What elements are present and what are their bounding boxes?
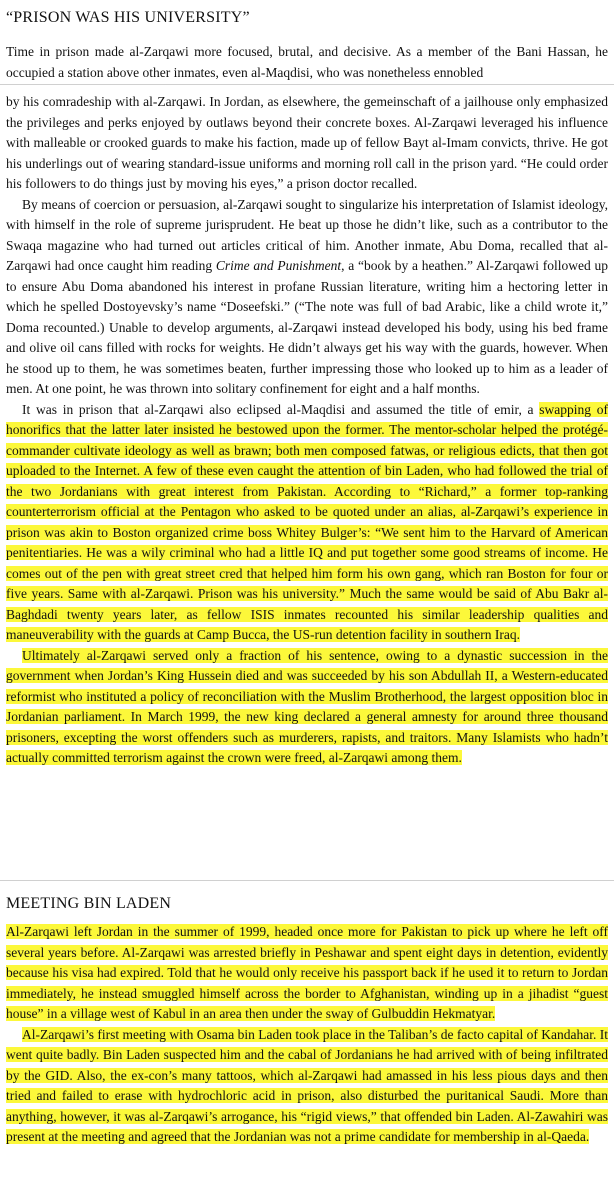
- paragraph-intro-continued: by his comradeship with al-Zarqawi. In Jordan, as elsewhere, the gemeinschaft of a jailhouse only emphasized the privileges and perks enjoyed by outlaws beyond their concrete boxes. Al-Zarqawi leveraged his influence with malleable or crooked guards to make his faction, made up of fellow Bayt al-Imam convicts, thrive. He got his underlings out of wearing standard-issue uniforms and morning roll call in the prison yard. “He could order his followers to do things just by moving his eyes,” a prison doctor recalled.: [6, 94, 608, 191]
- page-fragment-top: [0, 8, 614, 83]
- divider: [0, 880, 614, 881]
- paragraph-emir-text-plain: It was in prison that al-Zarqawi also eclipsed al-Maqdisi and assumed the title of emir, a: [22, 401, 540, 417]
- paragraph-coercion: [0, 195, 614, 400]
- paragraph-coercion-text-a: By means of coercion or persuasion, al-Zarqawi sought to singularize his interpretation of Islamist ideology, with himself in the role of supreme jurisprudent. He beat up those he didn’t like, such as a contributor to the Swaqa magazine who had turned out articles critical of him. Another inmate, Abu Doma, recalled that al-Zarqawi had once caught him reading: [6, 196, 608, 273]
- paragraph-first-meeting: [0, 1025, 614, 1148]
- section-heading-prison: “PRISON WAS HIS UNIVERSITY”: [6, 9, 250, 26]
- page-fragment-body: [0, 92, 614, 769]
- divider: [0, 84, 614, 85]
- paragraph-coercion-text-b: , a “book by a heathen.” Al-Zarqawi followed up to ensure Abu Doma abandoned his interest in profane Russian literature, writing him a hectoring letter in which he spelled Dostoyevsky’s name “Doseefski.” (“The note was full of bad Arabic, like a child wrote it,” Doma recounted.) Unable to develop arguments, al-Zarqawi instead developed his body, using his bed frame and olive oil cans filled with rocks for weights. He didn’t always get his way with the guards, however. When he stood up to them, he was sometimes beaten, further impressing those who looked up to him as a leader of men. At one point, he was thrown into solitary confinement for eight and a half months.: [6, 258, 608, 396]
- book-title-italic: Crime and Punishment: [215, 258, 342, 273]
- section-heading-bin-laden: MEETING BIN LADEN: [6, 895, 172, 912]
- paragraph-left-jordan: [0, 922, 614, 1025]
- highlighted-text-amnesty: Ultimately al-Zarqawi served only a fraction of his sentence, owing to a dynastic succession in the government when Jordan’s King Hussein died and was succeeded by his son Abdullah II, a Western-educated reformist who instituted a policy of reconciliation with the Muslim Brotherhood, the largest opposition bloc in Jordanian parliament. In March 1999, the new king declared a general amnesty for around three thousand prisoners, excepting the worst offenders such as murderers, rapists, and traitors. Many Islamists who hadn’t actually committed terrorism against the crown were freed, al-Zarqawi among them.: [6, 647, 608, 765]
- page-fragment-section2: [0, 894, 614, 1148]
- highlighted-text-left-jordan: Al-Zarqawi left Jordan in the summer of 1999, headed once more for Pakistan to pick up where he left off several years before. Al-Zarqawi was arrested briefly in Peshawar and spent eight days in detention, evidently because his visa had expired. Told that he would only receive his passport back if he used it to return to Jordan immediately, he instead smuggled himself across the border to Afghanistan, winding up in a jihadist “guest house” in a village west of Kabul in an area then under the sway of Gulbuddin Hekmatyar.: [6, 924, 608, 1021]
- paragraph-amnesty: [0, 646, 614, 769]
- highlighted-text-emir: swapping of honorifics that the latter later insisted he bestowed upon the former. The mentor-scholar helped the protégé-commander cultivate ideology as well as brawn; both men composed fatwas, or religious edicts, that then got uploaded to the Internet. A few of these even caught the attention of bin Laden, who had followed the trial of the two Jordanians with great interest from Pakistan. According to “Richard,” a former top-ranking counterterrorism official at the Pentagon who asked to be quoted under an alias, al-Zarqawi’s experience in prison was akin to Boston organized crime boss Whitey Bulger’s: “We sent him to the Harvard of American penitentiaries. He was a wily criminal who had a little IQ and put together some good streams of income. He comes out of the pen with great street cred that helped him form his own gang, which ran Boston for four or five years. Same with al-Zarqawi. Prison was his university.” Much the same would be said of Abu Bakr al-Baghdadi twenty years later, as fellow ISIS inmates recounted his similar leadership qualities and maneuverability with the guards at Camp Bucca, the US-run detention facility in southern Iraq.: [6, 401, 608, 642]
- paragraph-emir: [0, 400, 614, 646]
- highlighted-text-first-meeting: Al-Zarqawi’s first meeting with Osama bin Laden took place in the Taliban’s de facto capital of Kandahar. It went quite badly. Bin Laden suspected him and the cabal of Jordanians he had arrived with of being infiltrated by the GID. Also, the ex-con’s many tattoos, which al-Zarqawi had amassed in his less pious days and then tried and failed to erase with hydrochloric acid in prison, also disturbed the puritanical Saudi. More than anything, however, it was al-Zarqawi’s arrogance, his “rigid views,” that offended bin Laden. Al-Zawahiri was present at the meeting and agreed that the Jordanian was not a prime candidate for membership in al-Qaeda.: [6, 1026, 608, 1144]
- paragraph-intro-start: Time in prison made al-Zarqawi more focused, brutal, and decisive. As a member of the Bani Hassan, he occupied a station above other inmates, even al-Maqdisi, who was nonetheless ennobled: [6, 44, 608, 80]
